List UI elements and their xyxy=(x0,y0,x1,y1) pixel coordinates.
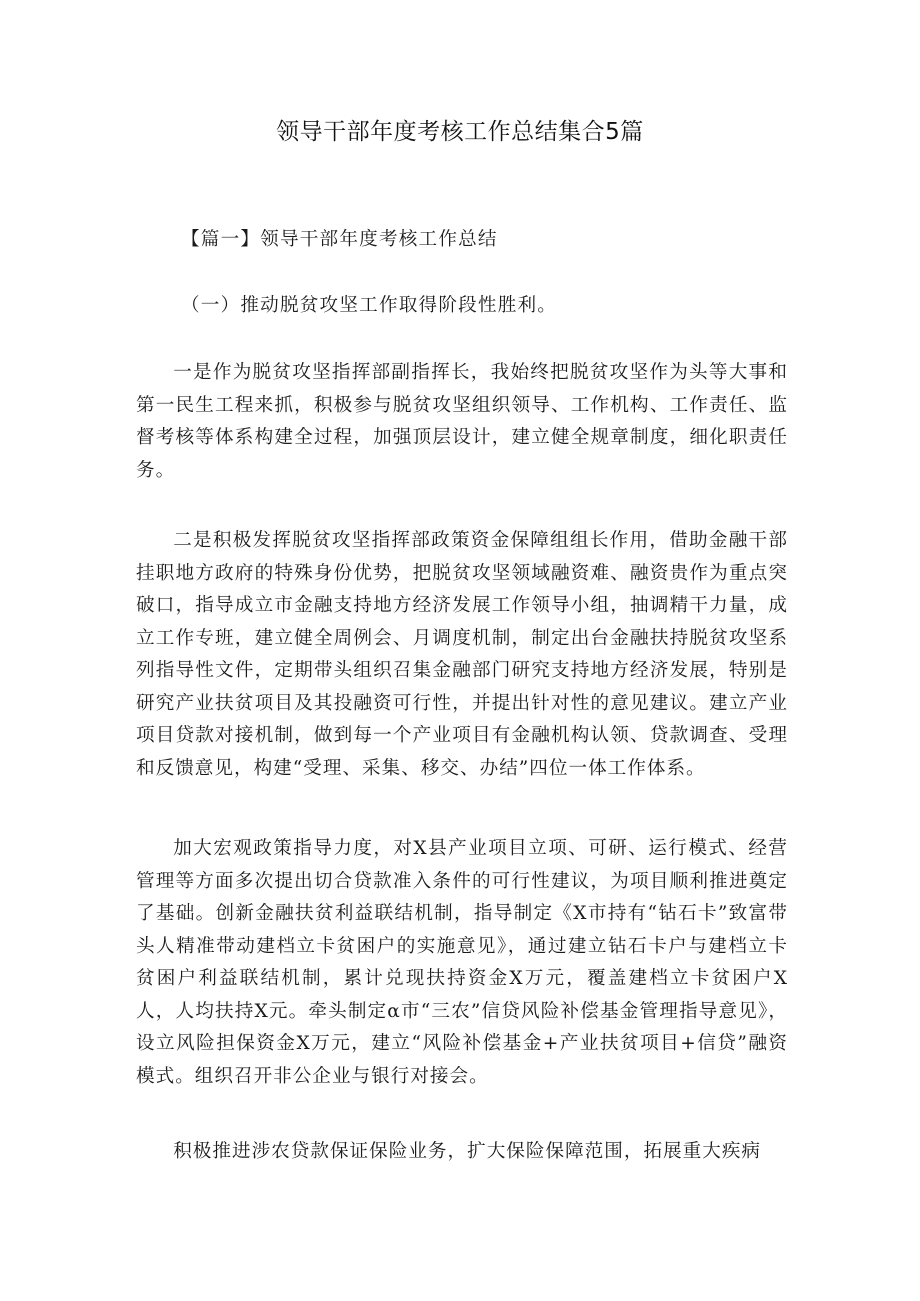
body-paragraph-4: 积极推进涉农贷款保证保险业务，扩大保险保障范围，拓展重大疾病 xyxy=(173,1141,762,1162)
body-paragraph-3: 加大宏观政策指导力度，对X县产业项目立项、可研、运行模式、经营管理等方面多次提出切合贷款准入条件的可行性建议，为项目顺利推进奠定了基础。创新金融扶贫利益联结机制，指导制定《X市持有“钻石卡”致富带头人精准带动建档立卡贫困户的实施意见》，通过建立钻石卡户与建档立卡贫困户利益联结机制，累计兑现扶持资金X万元，覆盖建档立卡贫困户X人，人均扶持X元。牵头制定α市“三农”信贷风险补偿基金管理指导意见》，设立风险担保资金X万元，建立“风险补偿基金+产业扶贫项目+信贷”融资模式。组织召开非公企业与银行对接会。 xyxy=(136,838,788,1087)
body-paragraph-1: 一是作为脱贫攻坚指挥部副指挥长，我始终把脱贫攻坚作为头等大事和第一民生工程来抓，积极参与脱贫攻坚组织领导、工作机构、工作责任、监督考核等体系构建全过程，加强顶层设计，建立健全规章制度，细化职责任务。 xyxy=(136,362,788,481)
subsection-heading: （一）推动脱贫攻坚工作取得阶段性胜利。 xyxy=(181,295,558,316)
document-title: 领导干部年度考核工作总结集合5篇 xyxy=(276,119,644,145)
body-paragraph-2: 二是积极发挥脱贫攻坚指挥部政策资金保障组组长作用，借助金融干部挂职地方政府的特殊身份优势，把脱贫攻坚领域融资难、融资贵作为重点突破口，指导成立市金融支持地方经济发展工作领导小组，抽调精干力量，成立工作专班，建立健全周例会、月调度机制，制定出台金融扶持脱贫攻坚系列指导性文件，定期带头组织召集金融部门研究支持地方经济发展，特别是研究产业扶贫项目及其投融资可行性，并提出针对性的意见建议。建立产业项目贷款对接机制，做到每一个产业项目有金融机构认领、贷款调查、受理和反馈意见，构建“受理、采集、移交、办结”四位一体工作体系。 xyxy=(136,530,788,779)
section-heading: 【篇一】领导干部年度考核工作总结 xyxy=(181,229,498,250)
